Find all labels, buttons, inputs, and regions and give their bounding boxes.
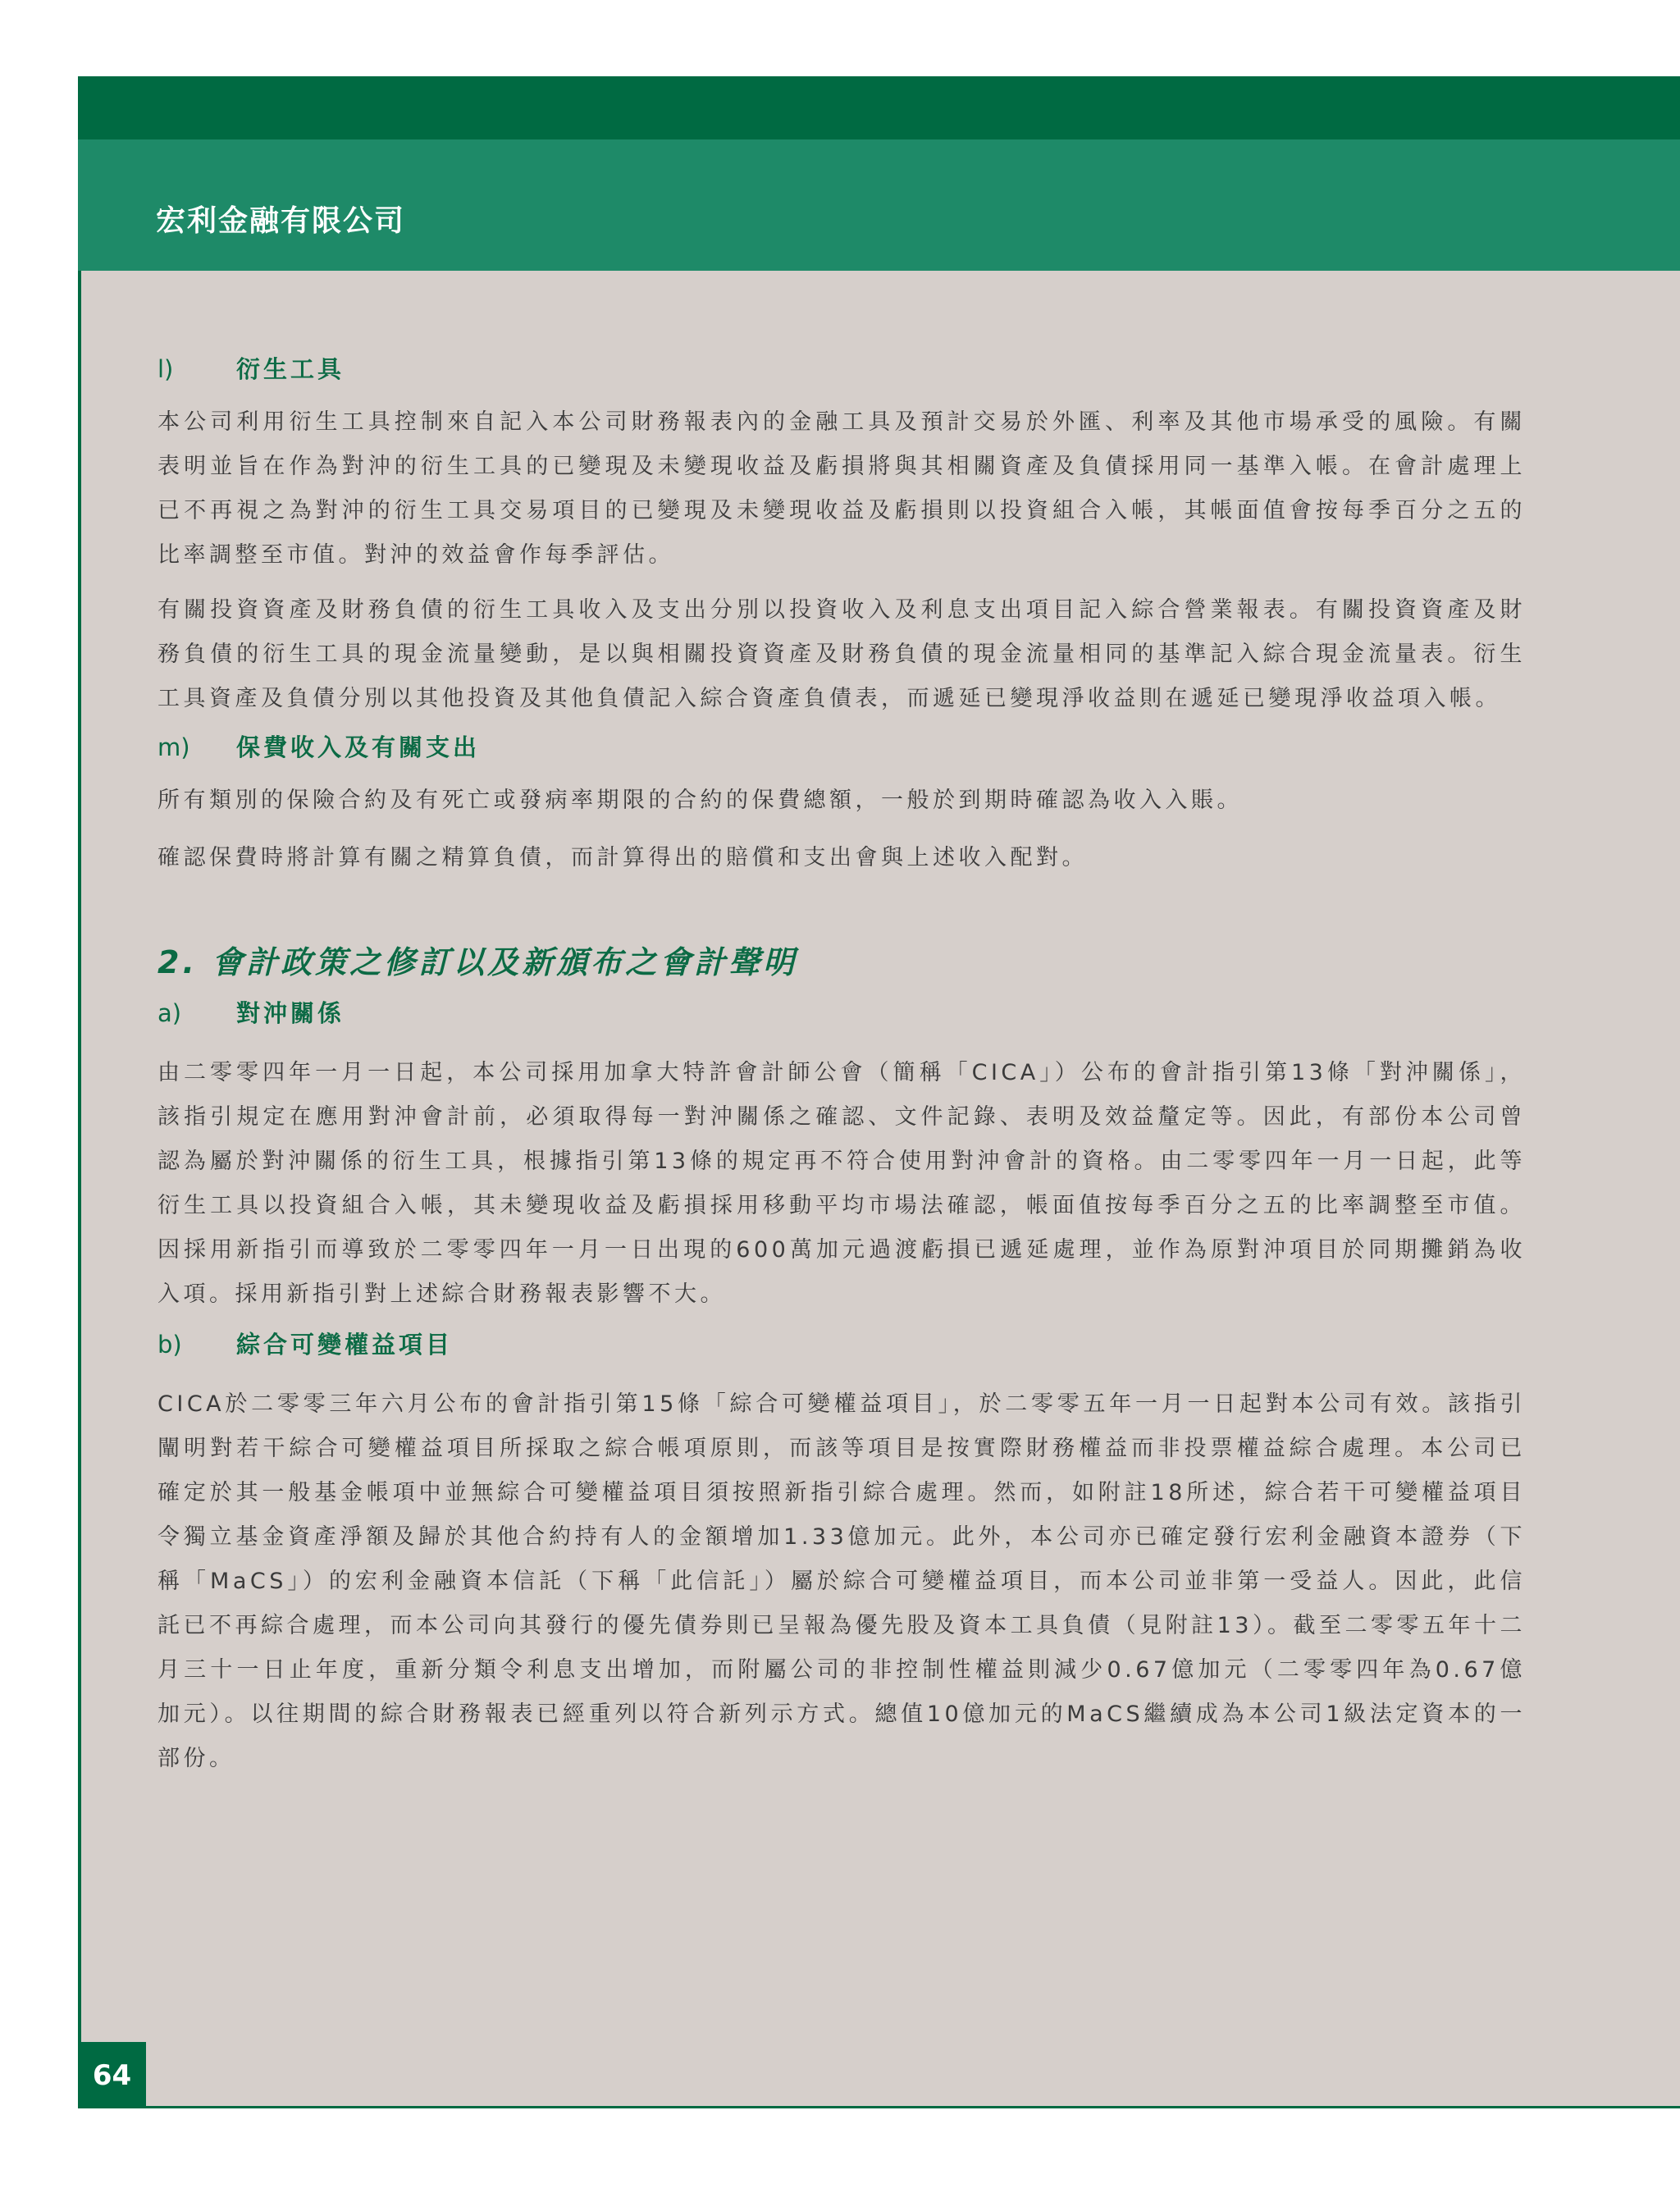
bottom-divider <box>78 2106 1680 2108</box>
section-m-paragraph-2: 確認保費時將計算有關之精算負債，而計算得出的賠償和支出會與上述收入配對。 <box>158 845 1088 870</box>
page-number: 64 <box>92 2058 132 2092</box>
left-divider <box>78 271 81 2106</box>
section-l-paragraph-1: 本公司利用衍生工具控制來自記入本公司財務報表內的金融工具及預計交易於外匯、利率及其他市場承受的風險。有關表明並旨在作為對沖的衍生工具的已變現及未變現收益及虧損將與其相關資產及負債採用同一基準入帳。在會計處理上已不再視之為對沖的衍生工具交易項目的已變現及未變現收益及虧損則以投資組合入帳，其帳面值會按每季百分之五的比率調整至市值。對沖的效益會作每季評估。 <box>158 409 1526 568</box>
section-b-marker: b) <box>158 1331 182 1359</box>
section-b-heading <box>158 1328 1526 1361</box>
section-2-title: 2. 會計政策之修訂以及新頒布之會計聲明 <box>158 944 798 980</box>
section-a-heading <box>158 997 1526 1030</box>
section-a-title: 對沖關係 <box>236 999 345 1027</box>
document-body <box>158 353 1526 1781</box>
section-a-marker: a) <box>158 999 182 1027</box>
section-l-heading <box>158 353 1526 386</box>
header-top-bar <box>78 76 1680 139</box>
section-l-paragraph-2: 有關投資資產及財務負債的衍生工具收入及支出分別以投資收入及利息支出項目記入綜合營業報表。有關投資資產及財務負債的衍生工具的現金流量變動，是以與相關投資資產及財務負債的現金流量相同的基準記入綜合現金流量表。衍生工具資產及負債分別以其他投資及其他負債記入綜合資產負債表，而遞延已變現淨收益則在遞延已變現淨收益項入帳。 <box>158 597 1526 711</box>
section-m-title: 保費收入及有關支出 <box>236 733 481 761</box>
page-number-box <box>78 2042 146 2108</box>
section-b-paragraph-1: CICA於二零零三年六月公布的會計指引第15條「綜合可變權益項目」，於二零零五年一月一日起對本公司有效。該指引闡明對若干綜合可變權益項目所採取之綜合帳項原則，而該等項目是按實際財務權益而非投票權益綜合處理。本公司已確定於其一般基金帳項中並無綜合可變權益項目須按照新指引綜合處理。然而，如附註18所述，綜合若干可變權益項目令獨立基金資產淨額及歸於其他合約持有人的金額增加1.33億加元。此外，本公司亦已確定發行宏利金融資本證券（下稱「MaCS」）的宏利金融資本信託（下稱「此信託」）屬於綜合可變權益項目，而本公司並非第一受益人。因此，此信託已不再綜合處理，而本公司向其發行的優先債券則已呈報為優先股及資本工具負債（見附註13）。截至二零零五年十二月三十一日止年度，重新分類令利息支出增加，而附屬公司的非控制性權益則減少0.67億加元（二零零四年為0.67億加元）。以往期間的綜合財務報表已經重列以符合新列示方式。總值10億加元的MaCS繼續成為本公司1級法定資本的一部份。 <box>158 1391 1526 1771</box>
company-name: 宏利金融有限公司 <box>156 204 406 238</box>
section-a-paragraph-1: 由二零零四年一月一日起，本公司採用加拿大特許會計師公會（簡稱「CICA」）公布的會計指引第13條「對沖關係」，該指引規定在應用對沖會計前，必須取得每一對沖關係之確認、文件記錄、表明及效益釐定等。因此，有部份本公司曾認為屬於對沖關係的衍生工具，根據指引第13條的規定再不符合使用對沖會計的資格。由二零零四年一月一日起，此等衍生工具以投資組合入帳，其未變現收益及虧損採用移動平均市場法確認，帳面值按每季百分之五的比率調整至市值。因採用新指引而導致於二零零四年一月一日出現的600萬加元過渡虧損已遞延處理，並作為原對沖項目於同期攤銷為收入項。採用新指引對上述綜合財務報表影響不大。 <box>158 1060 1526 1307</box>
section-l-title: 衍生工具 <box>236 355 345 383</box>
section-m-heading <box>158 731 1526 764</box>
section-b-title: 綜合可變權益項目 <box>236 1331 454 1359</box>
section-l-marker: l) <box>158 355 174 383</box>
section-m-paragraph-1: 所有類別的保險合約及有死亡或發病率期限的合約的保費總額，一般於到期時確認為收入入賬。 <box>158 788 1243 813</box>
section-m-marker: m) <box>158 733 190 761</box>
